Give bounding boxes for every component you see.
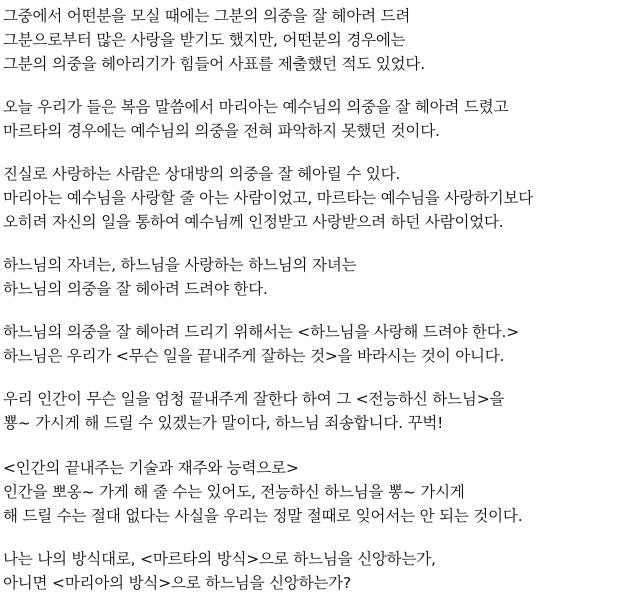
text-line: <인간의 끝내주는 기술과 재주와 능력으로> [3, 459, 299, 477]
text-line: 해 드릴 수는 절대 없다는 사실을 우리는 정말 절때로 잊어서는 안 되는 것이다. [3, 507, 523, 525]
text-line: 하느님의 자녀는, 하느님을 사랑하는 하느님의 자녀는 [3, 256, 357, 274]
paragraph-spacer [3, 301, 627, 320]
paragraph-7 [3, 456, 627, 528]
text-line: 오히려 자신의 일을 통하여 예수님께 인정받고 사랑받으려 하던 사람이었다. [3, 213, 504, 231]
paragraph-6 [3, 387, 627, 435]
paragraph-3 [3, 162, 627, 234]
paragraph-5 [3, 320, 627, 368]
paragraph-spacer [3, 368, 627, 387]
text-line: 인간을 뽀옹~ 가게 해 줄 수는 있어도, 전능하신 하느님을 뽕~ 가시게 [3, 483, 465, 501]
text-line: 그분으로부터 많은 사랑을 받기도 했지만, 어떤분의 경우에는 [3, 31, 406, 49]
text-line: 우리 인간이 무슨 일을 엄청 끝내주게 잘한다 하여 그 <전능하신 하느님>을 [3, 390, 505, 408]
paragraph-1 [3, 4, 627, 76]
paragraph-4 [3, 253, 627, 301]
text-line: 아니면 <마리아의 방식>으로 하느님을 신앙하는가? [3, 574, 351, 592]
text-line: 마르타의 경우에는 예수님의 의중을 전혀 파악하지 못했던 것이다. [3, 122, 440, 140]
paragraph-2 [3, 95, 627, 143]
paragraph-8 [3, 547, 627, 595]
text-line: 마리아는 예수님을 사랑할 줄 아는 사람이었고, 마르타는 예수님을 사랑하기보다 [3, 189, 534, 207]
paragraph-spacer [3, 528, 627, 547]
text-line: 하느님은 우리가 <무슨 일을 끝내주게 잘하는 것>을 바라시는 것이 아니다. [3, 347, 505, 365]
paragraph-spacer [3, 435, 627, 456]
paragraph-spacer [3, 234, 627, 253]
text-line: 뿅~ 가시게 해 드릴 수 있겠는가 말이다, 하느님 죄송합니다. 꾸벅! [3, 414, 444, 432]
text-line: 하느님의 의중을 잘 헤아려 드려야 한다. [3, 280, 268, 298]
paragraph-spacer [3, 143, 627, 162]
text-line: 하느님의 의중을 잘 헤아려 드리기 위해서는 <하느님을 사랑해 드려야 한다.> [3, 323, 520, 341]
document-body [3, 4, 627, 595]
text-line: 진실로 사랑하는 사람은 상대방의 의중을 잘 헤아릴 수 있다. [3, 165, 401, 183]
text-line: 오늘 우리가 들은 복음 말씀에서 마리아는 예수님의 의중을 잘 헤아려 드렸고 [3, 98, 509, 116]
paragraph-spacer [3, 76, 627, 95]
text-line: 그분의 의중을 헤아리기가 힘들어 사표를 제출했던 적도 있었다. [3, 55, 425, 73]
text-line: 나는 나의 방식대로, <마르타의 방식>으로 하느님을 신앙하는가, [3, 550, 436, 568]
text-line: 그중에서 어떤분을 모실 때에는 그분의 의중을 잘 헤아려 드려 [3, 7, 411, 25]
